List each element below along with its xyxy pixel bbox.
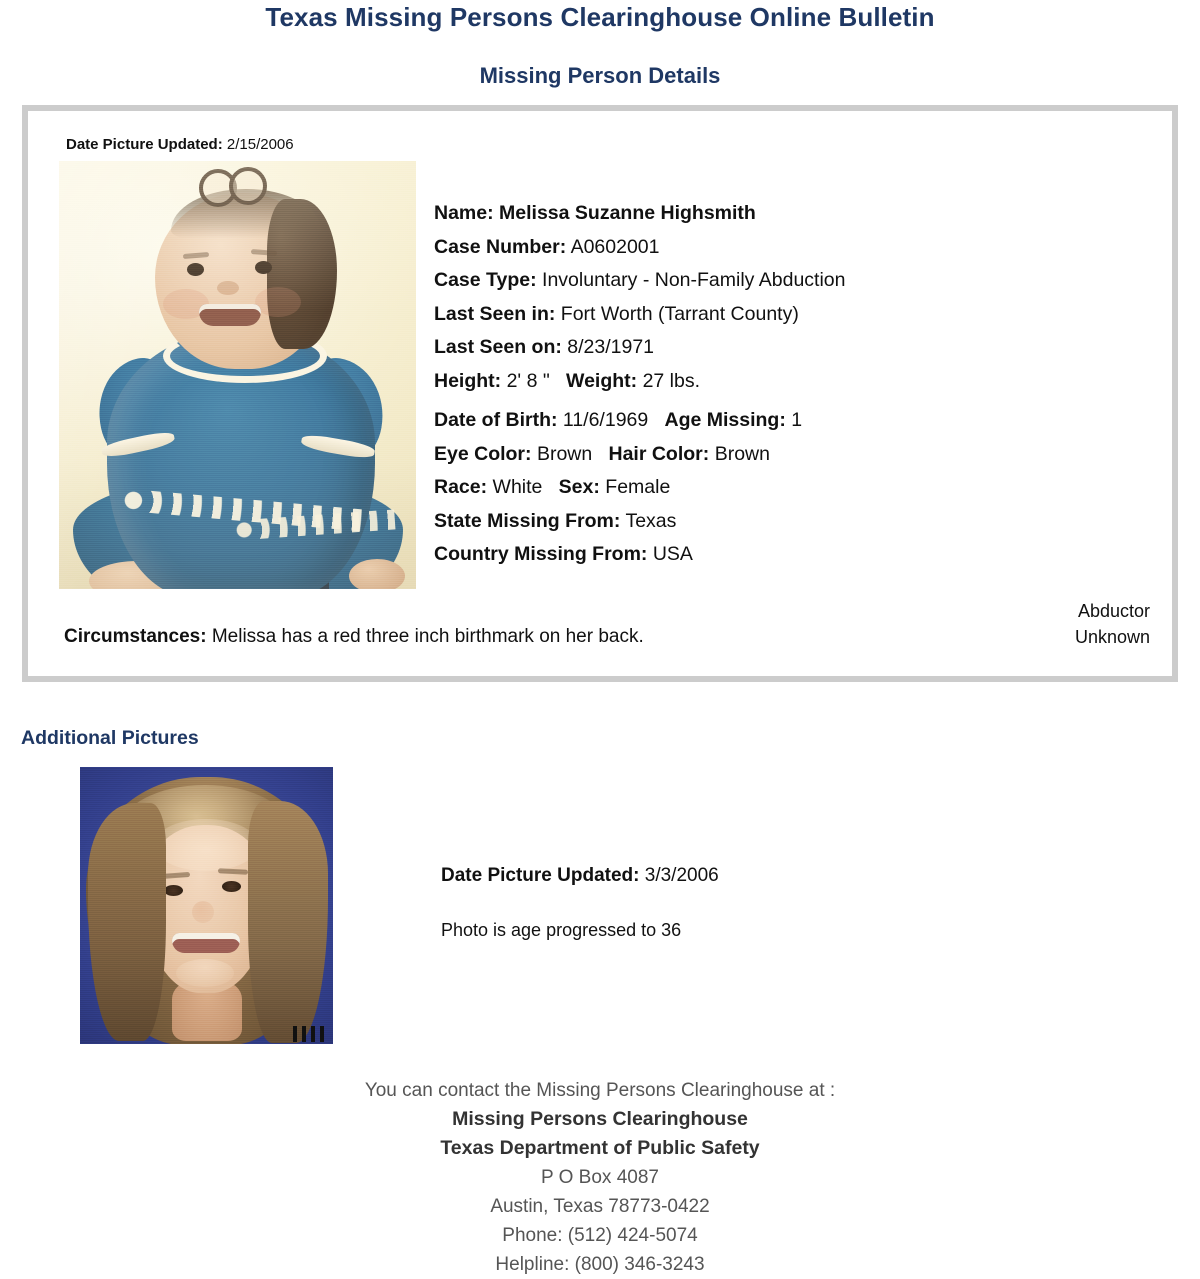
- abductor-info: [1075, 598, 1150, 650]
- abductor-value: Unknown: [1074, 627, 1150, 647]
- primary-photo-date-label: Date Picture Updated:: [66, 136, 223, 153]
- circumstances: [64, 626, 644, 648]
- additional-photo-eye-left: [164, 885, 183, 896]
- field-dob-label: Date of Birth:: [434, 409, 558, 431]
- field-dob-age: [434, 404, 994, 438]
- footer-org: Missing Persons Clearinghouse: [452, 1108, 748, 1130]
- field-dob-value: 11/6/1969: [562, 409, 649, 431]
- field-last-seen-in: [434, 298, 994, 332]
- primary-photo-eye-right: [255, 261, 272, 274]
- field-last-seen-in-value: Fort Worth (Tarrant County): [560, 302, 799, 325]
- field-case-number: [434, 231, 994, 265]
- primary-photo-cheek-right: [255, 287, 301, 317]
- footer-phone: Phone: (512) 424-5074: [502, 1225, 698, 1246]
- contact-footer: [0, 1076, 1200, 1279]
- abductor-label: Abductor: [1077, 601, 1150, 621]
- footer-city-state-zip: Austin, Texas 78773-0422: [490, 1196, 710, 1217]
- field-eye-color-value: Brown: [536, 442, 593, 465]
- field-hair-color-value: Brown: [714, 442, 770, 465]
- field-case-type-value: Involuntary - Non-Family Abduction: [542, 269, 846, 291]
- field-last-seen-on: [434, 331, 994, 365]
- field-last-seen-on-value: 8/23/1971: [567, 336, 655, 358]
- additional-photo: [80, 767, 333, 1044]
- field-case-type-label: Case Type:: [434, 269, 537, 291]
- primary-photo-mouth: [199, 304, 261, 326]
- field-eye-color-label: Eye Color:: [434, 442, 532, 465]
- field-age-missing-label: Age Missing:: [664, 409, 786, 431]
- additional-photo-mouth: [172, 933, 240, 953]
- field-weight-value: 27 lbs.: [642, 369, 701, 392]
- primary-photo: [59, 161, 416, 589]
- primary-photo-date-value: 2/15/2006: [226, 136, 294, 153]
- field-last-seen-on-label: Last Seen on:: [434, 336, 562, 358]
- field-sex-value: Female: [605, 476, 671, 498]
- field-height-label: Height:: [434, 369, 502, 392]
- additional-photo-date-value: 3/3/2006: [644, 865, 719, 886]
- field-state-missing-from-label: State Missing From:: [434, 509, 621, 532]
- field-height-weight: [434, 365, 994, 399]
- primary-photo-hair-bow: [199, 165, 271, 201]
- additional-photo-date-updated: [441, 865, 719, 887]
- field-race-sex: [434, 471, 994, 505]
- primary-photo-nose: [217, 281, 239, 295]
- field-height-value: 2' 8 ": [506, 369, 550, 392]
- primary-photo-date-updated: [66, 136, 294, 153]
- field-age-missing-value: 1: [791, 409, 803, 431]
- circumstances-value: Melissa has a red three inch birthmark on her back.: [211, 626, 644, 647]
- missing-person-detail-card: [22, 105, 1178, 682]
- footer-po-box: P O Box 4087: [541, 1167, 659, 1188]
- footer-agency: Texas Department of Public Safety: [440, 1137, 760, 1159]
- additional-pictures-heading: Additional Pictures: [21, 727, 199, 749]
- additional-photo-nose: [192, 901, 214, 923]
- primary-photo-eye-left: [187, 263, 204, 276]
- additional-photo-forehead: [154, 819, 258, 871]
- additional-photo-chin: [176, 959, 234, 987]
- field-race-value: White: [492, 476, 543, 498]
- field-race-label: Race:: [434, 476, 488, 498]
- field-name-value: Melissa Suzanne Highsmith: [499, 202, 756, 224]
- field-country-missing-from: [434, 538, 994, 572]
- additional-photo-date-label: Date Picture Updated:: [441, 865, 640, 886]
- detail-card-inner: [28, 111, 1172, 676]
- field-last-seen-in-label: Last Seen in:: [434, 302, 556, 325]
- field-case-type: [434, 264, 994, 298]
- additional-photo-hair-front-right: [248, 801, 328, 1043]
- field-state-missing-from: [434, 505, 994, 539]
- circumstances-label: Circumstances:: [64, 626, 207, 647]
- field-name-label: Name:: [434, 202, 494, 224]
- additional-photo-hair-front-left: [88, 803, 166, 1041]
- field-case-number-value: A0602001: [570, 235, 660, 258]
- field-name: [434, 197, 994, 231]
- field-weight-label: Weight:: [566, 369, 638, 392]
- additional-photo-corner-mark: [293, 1026, 327, 1042]
- additional-photo-note: Photo is age progressed to 36: [441, 920, 682, 940]
- field-eye-hair-color: [434, 438, 994, 472]
- field-country-missing-from-value: USA: [652, 543, 693, 565]
- page-title: Texas Missing Persons Clearinghouse Online Bulletin: [265, 2, 935, 32]
- field-hair-color-label: Hair Color:: [608, 442, 710, 465]
- field-case-number-label: Case Number:: [434, 235, 567, 258]
- field-sex-label: Sex:: [558, 476, 600, 498]
- page-subtitle: Missing Person Details: [479, 62, 721, 88]
- field-state-missing-from-value: Texas: [625, 509, 677, 532]
- primary-photo-foot: [349, 559, 405, 589]
- additional-photo-eye-right: [222, 881, 241, 892]
- field-country-missing-from-label: Country Missing From:: [434, 543, 648, 565]
- footer-helpline: Helpline: (800) 346-3243: [495, 1254, 705, 1275]
- footer-intro: You can contact the Missing Persons Clearinghouse at :: [364, 1080, 836, 1101]
- person-details-list: [434, 197, 994, 572]
